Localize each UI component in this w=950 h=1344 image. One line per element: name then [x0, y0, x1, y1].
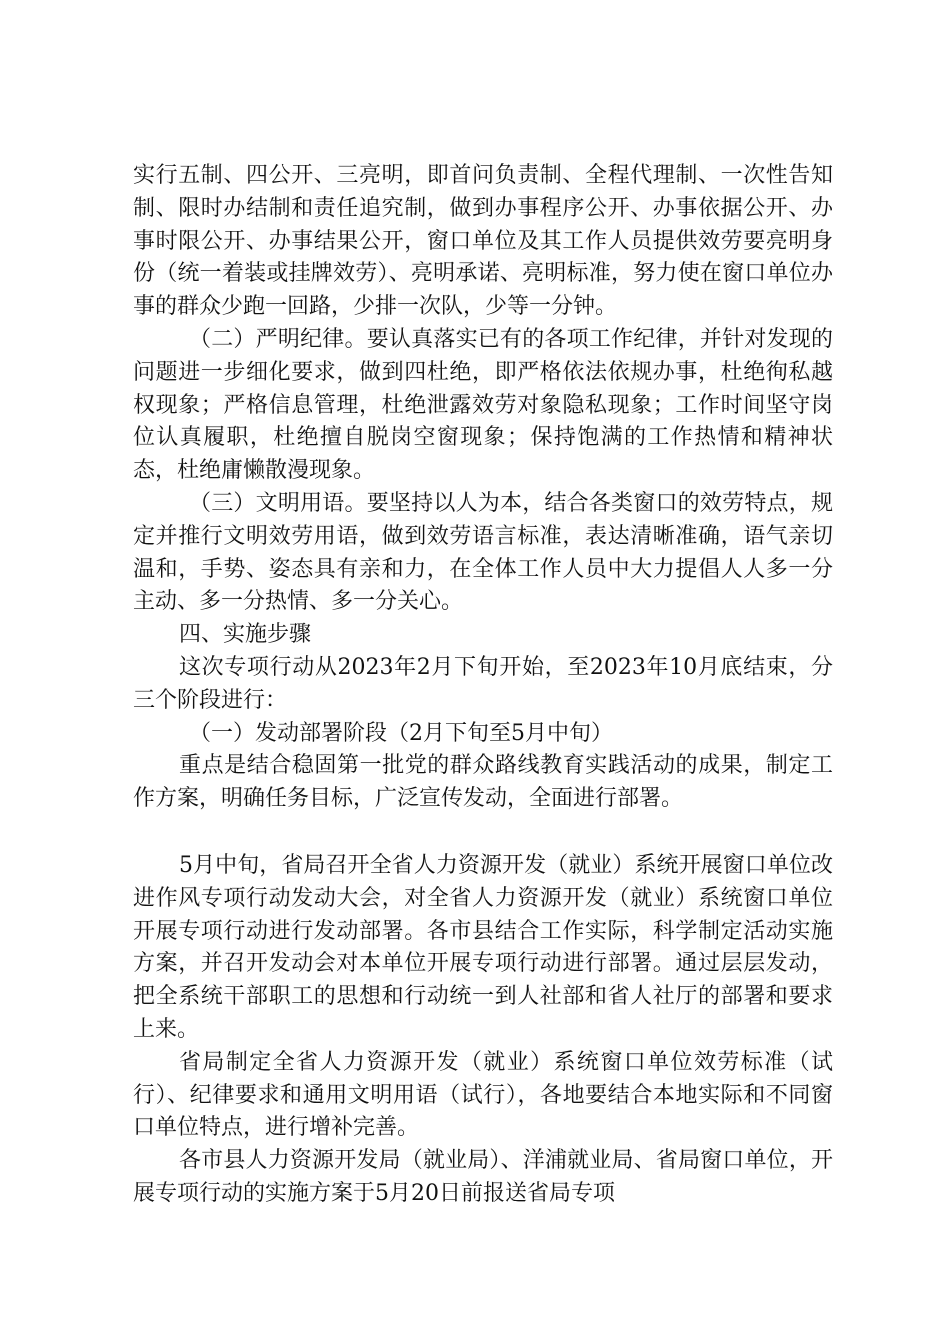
section-heading-implementation-steps: 四、实施步骤 [179, 622, 312, 648]
paragraph-discipline: （二）严明纪律。要认真落实已有的各项工作纪律，并针对发现的问题进一步细化要求，做到四杜绝，即严格依法依规办事，杜绝徇私越权现象；严格信息管理，杜绝泄露效劳对象隐私现象；工作时间坚守岗位认真履职，杜绝擅自脱岗空窗现象；保持饱满的工作热情和精神状态，杜绝庸懒散漫现象。 [133, 326, 833, 484]
paragraph-civil-language: （三）文明用语。要坚持以人为本，结合各类窗口的效劳特点，规定并推行文明效劳用语，做到效劳语言标准，表达清晰准确，语气亲切温和，手势、姿态具有亲和力，在全体工作人员中大力提倡人人多一分主动、多一分热情、多一分关心。 [133, 490, 833, 615]
paragraph-schedule: 这次专项行动从2023年2月下旬开始，至2023年10月底结束，分三个阶段进行： [133, 654, 833, 713]
paragraph-service-standards: 省局制定全省人力资源开发（就业）系统窗口单位效劳标准（试行）、纪律要求和通用文明用语（试行），各地要结合本地实际和不同窗口单位特点，进行增补完善。 [133, 1049, 833, 1141]
paragraph-focus: 重点是结合稳固第一批党的群众路线教育实践活动的成果，制定工作方案，明确任务目标，广泛宣传发动，全面进行部署。 [133, 753, 833, 812]
paragraph-mid-may-meeting: 5月中旬，省局召开全省人力资源开发（就业）系统开展窗口单位改进作风专项行动发动大会，对全省人力资源开发（就业）系统窗口单位开展专项行动进行发动部署。各市县结合工作实际，科学制定活动实施方案，并召开发动会对本单位开展专项行动进行部署。通过层层发动，把全系统干部职工的思想和行动统一到人社部和省人社厅的部署和要求上来。 [133, 852, 833, 1042]
subheading-mobilization-stage: （一）发动部署阶段（2月下旬至5月中旬） [189, 720, 613, 746]
document-body [133, 160, 833, 1211]
paragraph-five-systems: 实行五制、四公开、三亮明，即首问负责制、全程代理制、一次性告知制、限时办结制和责任追究制，做到办事程序公开、办事依据公开、办事时限公开、办事结果公开，窗口单位及其工作人员提供效劳要亮明身份（统一着装或挂牌效劳）、亮明承诺、亮明标准，努力使在窗口单位办事的群众少跑一回路，少排一次队，少等一分钟。 [133, 163, 833, 320]
paragraph-submission-deadline: 各市县人力资源开发局（就业局）、洋浦就业局、省局窗口单位，开展专项行动的实施方案于5月20日前报送省局专项 [133, 1148, 833, 1206]
